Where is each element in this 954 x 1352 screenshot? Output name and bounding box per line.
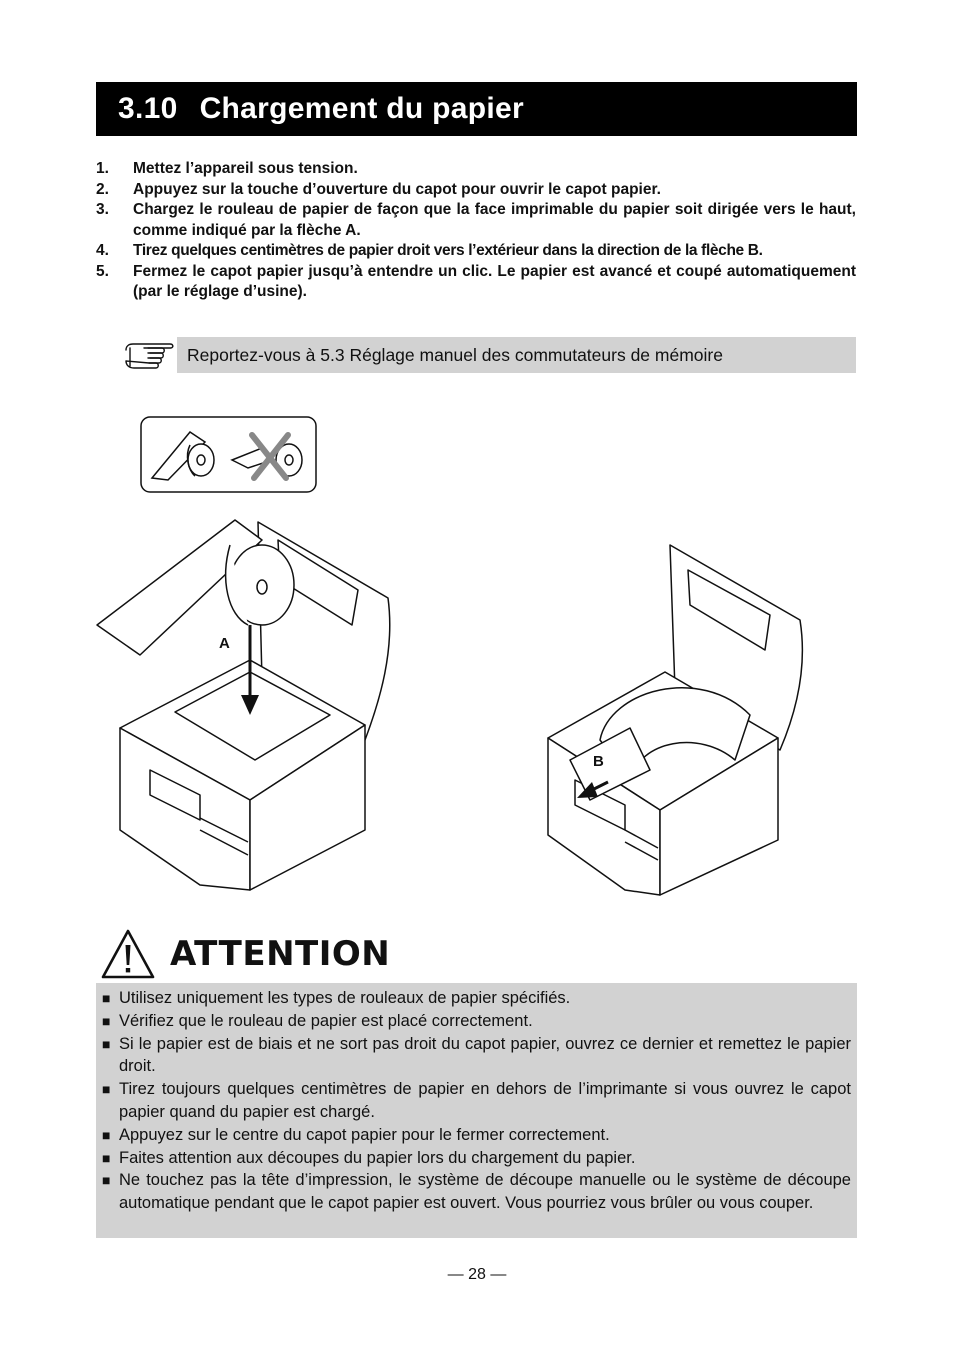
step-number: 3.: [96, 201, 109, 218]
reference-text: Reportez-vous à 5.3 Réglage manuel des commutateurs de mémoire: [177, 337, 856, 373]
attention-box: [96, 983, 857, 1238]
printer-paper-pulled: [548, 545, 802, 895]
bullet-square-icon: ■: [102, 1035, 111, 1052]
step-number: 5.: [96, 262, 109, 280]
step-text: Tirez quelques centimètres de papier droit vers l’extérieur dans la direction de la flèche B.: [133, 242, 763, 259]
arrow-a-label: A: [219, 635, 230, 652]
step-text: Chargez le rouleau de papier de façon que la face imprimable du papier soit dirigée vers le haut, comme indiqué par la flèche A.: [133, 201, 856, 239]
bullet-square-icon: ■: [102, 1149, 111, 1166]
attention-item-text: Vérifiez que le rouleau de papier est placé correctement.: [119, 1011, 533, 1030]
step-number: 4.: [96, 242, 109, 259]
step-item: [96, 180, 856, 201]
procedure-steps: [96, 159, 856, 303]
list-item: [102, 1010, 851, 1033]
paper-loading-illustration: [0, 400, 954, 910]
attention-item-text: Si le papier est de biais et ne sort pas droit du capot papier, ouvrez ce dernier et remettez le papier droit.: [119, 1034, 851, 1076]
attention-title: ATTENTION: [170, 934, 391, 974]
step-number: 1.: [96, 160, 109, 177]
step-text: Mettez l’appareil sous tension.: [133, 160, 358, 177]
attention-item-text: Tirez toujours quelques centimètres de papier en dehors de l’imprimante si vous ouvrez le capot papier quand du papier est chargé.: [119, 1080, 851, 1121]
bullet-square-icon: ■: [102, 1081, 111, 1098]
bullet-square-icon: ■: [102, 1126, 111, 1143]
roll-orientation-inset: [141, 417, 316, 492]
attention-item-text: Utilisez uniquement les types de rouleaux de papier spécifiés.: [119, 989, 571, 1007]
list-item: [102, 987, 851, 1010]
reference-note: [122, 336, 857, 374]
step-text: Fermez le capot papier jusqu’à entendre un clic. Le papier est avancé et coupé automatiquement (par le réglage d’usine).: [133, 262, 856, 300]
printer-loading-roll: [97, 520, 390, 890]
step-text: Appuyez sur la touche d’ouverture du capot pour ouvrir le capot papier.: [133, 180, 661, 198]
warning-triangle-icon: [100, 928, 156, 980]
section-title-bar: [96, 82, 857, 136]
list-item: [102, 1169, 851, 1215]
step-number: 2.: [96, 180, 109, 198]
bullet-square-icon: ■: [102, 990, 111, 1006]
attention-item-text: Faites attention aux découpes du papier lors du chargement du papier.: [119, 1148, 636, 1167]
list-item: [102, 1124, 851, 1147]
page-number: — 28 —: [447, 1266, 507, 1283]
step-item: [96, 200, 856, 241]
step-item: [96, 262, 856, 303]
list-item: [102, 1078, 851, 1124]
attention-item-text: Appuyez sur le centre du capot papier pour le fermer correctement.: [119, 1125, 610, 1144]
arrow-b-label: B: [593, 753, 604, 770]
pointing-hand-icon: [122, 336, 178, 374]
bullet-square-icon: ■: [102, 1172, 111, 1189]
attention-item-text: Ne touchez pas la tête d’impression, le système de découpe manuelle ou le système de découpe automatique pendant que le capot papier est ouvert. Vous pourriez vous brûler ou vous couper.: [119, 1171, 851, 1213]
bullet-square-icon: ■: [102, 1012, 111, 1029]
attention-heading: [100, 926, 390, 982]
step-item: [96, 159, 856, 180]
list-item: [102, 1147, 851, 1170]
list-item: [102, 1033, 851, 1079]
section-number: 3.10: [118, 92, 178, 125]
section-title: Chargement du papier: [199, 92, 524, 125]
step-item: [96, 241, 856, 262]
